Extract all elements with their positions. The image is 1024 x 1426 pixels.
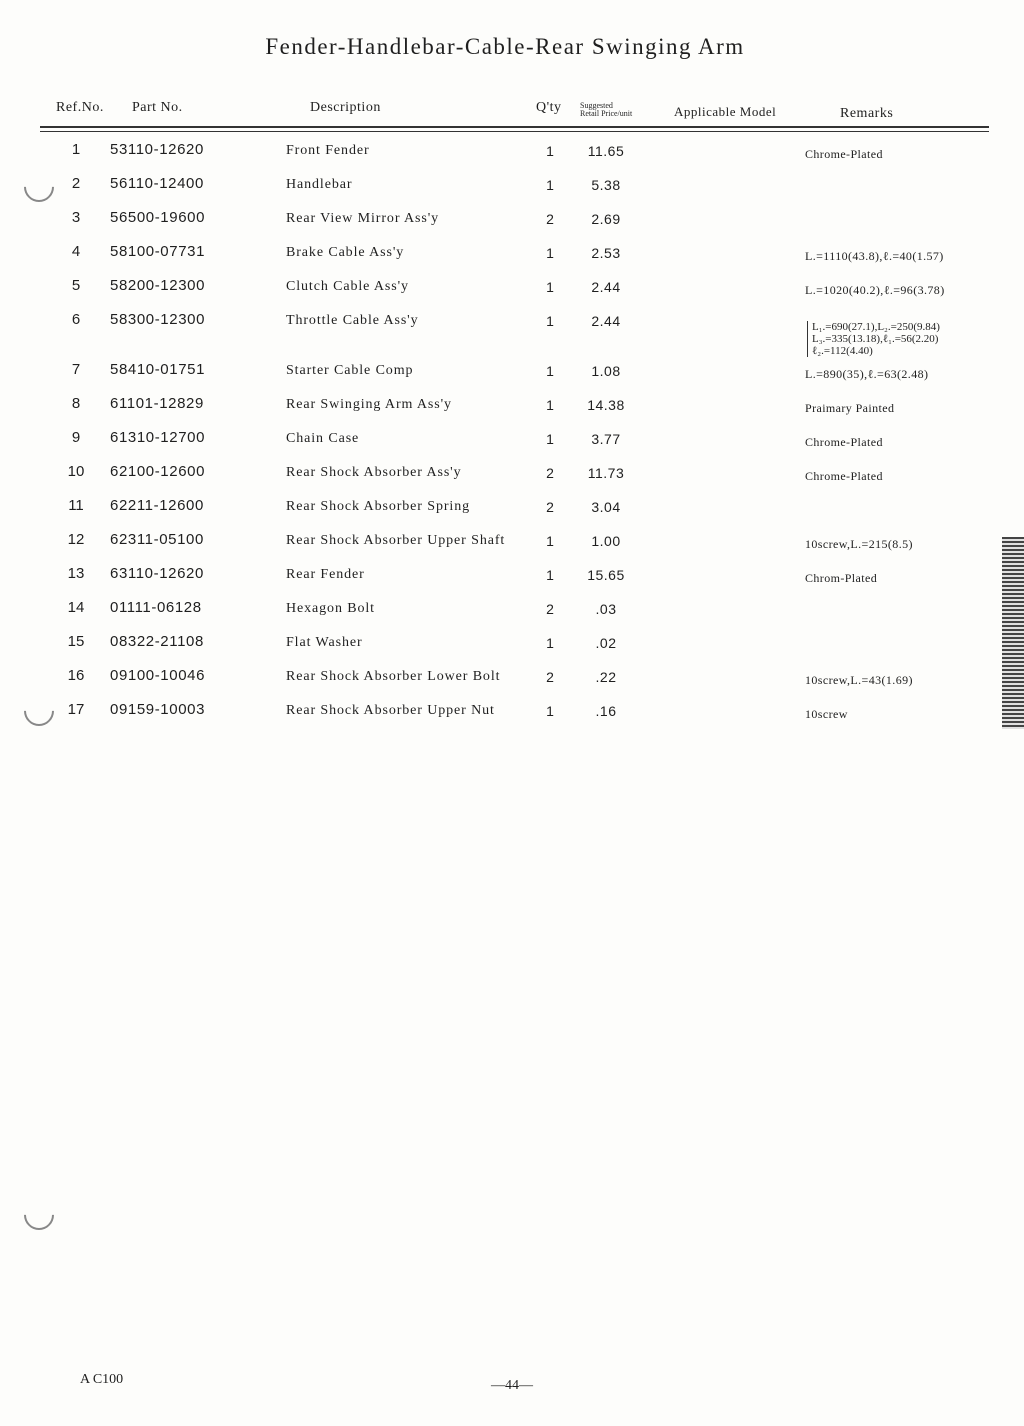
part-no-cell: 56500-19600	[110, 209, 206, 226]
remarks-cell: 10screw	[805, 707, 848, 721]
remarks-cell: Chrome-Plated	[805, 435, 883, 449]
description-cell: Hexagon Bolt	[286, 601, 375, 616]
header-ref: Ref.No.	[56, 100, 104, 115]
part-no-cell: 01111-06128	[110, 599, 202, 616]
ref-no-cell: 2	[71, 175, 81, 192]
ref-no-cell: 17	[67, 701, 85, 718]
price-cell: 11.73	[587, 465, 625, 481]
header-price	[580, 102, 632, 118]
table-row	[0, 209, 1000, 239]
description-cell: Flat Washer	[286, 635, 363, 650]
qty-cell: 2	[546, 601, 554, 617]
price-cell: 2.44	[591, 279, 621, 295]
header-description: Description	[310, 100, 381, 115]
ref-no-cell: 7	[71, 361, 81, 378]
table-row	[0, 141, 1000, 171]
description-cell: Brake Cable Ass'y	[286, 245, 405, 260]
table-row	[0, 667, 1000, 697]
price-cell: 1.00	[591, 533, 621, 549]
part-no-cell: 53110-12620	[110, 141, 204, 158]
throttle-remarks-line: L₃.=335(13.18),ℓ₁.=56(2.20)	[812, 333, 939, 345]
page-number: —44—	[491, 1378, 533, 1393]
remarks-cell: Chrome-Plated	[805, 469, 883, 483]
description-cell: Rear Shock Absorber Spring	[286, 499, 470, 514]
part-no-cell: 61310-12700	[110, 429, 206, 446]
binder-hole	[18, 1194, 60, 1236]
qty-cell: 1	[546, 143, 554, 159]
table-row	[0, 243, 1000, 273]
qty-cell: 1	[546, 363, 554, 379]
header-rule-thick	[40, 126, 989, 128]
price-cell: 3.77	[591, 431, 621, 447]
header-applicable-model: Applicable Model	[674, 104, 777, 119]
ref-no-cell: 6	[71, 311, 81, 328]
qty-cell: 1	[546, 245, 554, 261]
qty-cell: 2	[546, 211, 554, 227]
ref-no-cell: 11	[68, 497, 84, 514]
description-cell: Handlebar	[286, 177, 353, 192]
description-cell: Rear Shock Absorber Upper Nut	[286, 703, 495, 718]
ref-no-cell: 10	[67, 463, 85, 480]
description-cell: Rear Shock Absorber Lower Bolt	[286, 669, 501, 684]
ref-no-cell: 3	[71, 209, 81, 226]
remarks-cell: 10screw,L.=43(1.69)	[805, 673, 913, 687]
price-cell: 2.44	[591, 313, 621, 329]
price-cell: .22	[595, 669, 617, 685]
price-cell: 15.65	[587, 567, 625, 583]
description-cell: Chain Case	[286, 431, 360, 446]
price-cell: 2.69	[591, 211, 621, 227]
table-row	[0, 633, 1000, 663]
header-price-top: Suggested	[580, 101, 613, 110]
part-no-cell: 63110-12620	[110, 565, 204, 582]
qty-cell: 1	[546, 279, 554, 295]
ref-no-cell: 14	[67, 599, 85, 616]
throttle-remarks	[807, 321, 940, 357]
qty-cell: 1	[546, 397, 554, 413]
description-cell: Rear Swinging Arm Ass'y	[286, 397, 452, 412]
header-remarks: Remarks	[840, 106, 894, 121]
qty-cell: 2	[546, 499, 554, 515]
qty-cell: 1	[546, 703, 554, 719]
remarks-cell: L.=890(35),ℓ.=63(2.48)	[805, 367, 929, 381]
price-cell: .02	[595, 635, 617, 651]
qty-cell: 1	[546, 313, 554, 329]
table-row	[0, 277, 1000, 307]
description-cell: Clutch Cable Ass'y	[286, 279, 409, 294]
remarks-cell: Praimary Painted	[805, 401, 895, 415]
description-cell: Throttle Cable Ass'y	[286, 313, 419, 328]
description-cell: Rear Shock Absorber Ass'y	[286, 465, 462, 480]
ref-no-cell: 9	[71, 429, 81, 446]
price-cell: 1.08	[591, 363, 621, 379]
ref-no-cell: 4	[71, 243, 81, 260]
part-no-cell: 58410-01751	[110, 361, 206, 378]
part-no-cell: 61101-12829	[110, 395, 204, 412]
remarks-cell: L.=1020(40.2),ℓ.=96(3.78)	[805, 283, 945, 297]
throttle-remarks-line: ℓ₂.=112(4.40)	[812, 345, 873, 357]
part-no-cell: 56110-12400	[110, 175, 204, 192]
table-row	[0, 599, 1000, 629]
ref-no-cell: 5	[71, 277, 81, 294]
table-row	[0, 497, 1000, 527]
ref-no-cell: 16	[67, 667, 85, 684]
description-cell: Rear Fender	[286, 567, 365, 582]
qty-cell: 1	[546, 567, 554, 583]
ref-no-cell: 12	[67, 531, 85, 548]
index-tab	[1002, 537, 1024, 729]
table-row	[0, 175, 1000, 205]
part-no-cell: 62311-05100	[110, 531, 204, 548]
description-cell: Rear View Mirror Ass'y	[286, 211, 440, 226]
price-cell: 2.53	[591, 245, 621, 261]
ref-no-cell: 13	[67, 565, 85, 582]
table-row	[0, 361, 1000, 391]
price-cell: 11.65	[587, 143, 625, 159]
part-no-cell: 09159-10003	[110, 701, 206, 718]
throttle-remarks-line: L₁.=690(27.1),L₂.=250(9.84)	[812, 321, 940, 333]
table-row	[0, 395, 1000, 425]
part-no-cell: 58300-12300	[110, 311, 206, 328]
remarks-cell: Chrom-Plated	[805, 571, 878, 585]
price-cell: 14.38	[587, 397, 625, 413]
qty-cell: 1	[546, 635, 554, 651]
header-qty: Q'ty	[536, 100, 562, 115]
description-cell: Rear Shock Absorber Upper Shaft	[286, 533, 506, 548]
table-row	[0, 701, 1000, 731]
qty-cell: 1	[546, 431, 554, 447]
table-row	[0, 463, 1000, 493]
ref-no-cell: 8	[71, 395, 81, 412]
price-cell: .03	[595, 601, 617, 617]
price-cell: 5.38	[591, 177, 621, 193]
price-cell: .16	[595, 703, 617, 719]
table-row	[0, 531, 1000, 561]
ref-no-cell: 15	[67, 633, 85, 650]
price-cell: 3.04	[591, 499, 621, 515]
qty-cell: 2	[546, 465, 554, 481]
part-no-cell: 09100-10046	[110, 667, 206, 684]
description-cell: Starter Cable Comp	[286, 363, 414, 378]
header-rule-thin	[40, 131, 989, 132]
qty-cell: 2	[546, 669, 554, 685]
remarks-cell: Chrome-Plated	[805, 147, 883, 161]
description-cell: Front Fender	[286, 143, 370, 158]
part-no-cell: 58200-12300	[110, 277, 206, 294]
table-row	[0, 429, 1000, 459]
remarks-cell: L.=1110(43.8),ℓ.=40(1.57)	[805, 249, 944, 263]
footer-model: A C100	[80, 1372, 124, 1387]
qty-cell: 1	[546, 177, 554, 193]
part-no-cell: 62211-12600	[110, 497, 204, 514]
header-part-no: Part No.	[132, 100, 183, 115]
page-title: Fender-Handlebar-Cable-Rear Swinging Arm	[265, 34, 745, 59]
part-no-cell: 08322-21108	[110, 633, 204, 650]
ref-no-cell: 1	[71, 141, 81, 158]
table-row	[0, 565, 1000, 595]
part-no-cell: 58100-07731	[110, 243, 206, 260]
remarks-cell: 10screw,L.=215(8.5)	[805, 537, 913, 551]
qty-cell: 1	[546, 533, 554, 549]
part-no-cell: 62100-12600	[110, 463, 206, 480]
header-price-bottom: Retail Price/unit	[580, 109, 633, 118]
